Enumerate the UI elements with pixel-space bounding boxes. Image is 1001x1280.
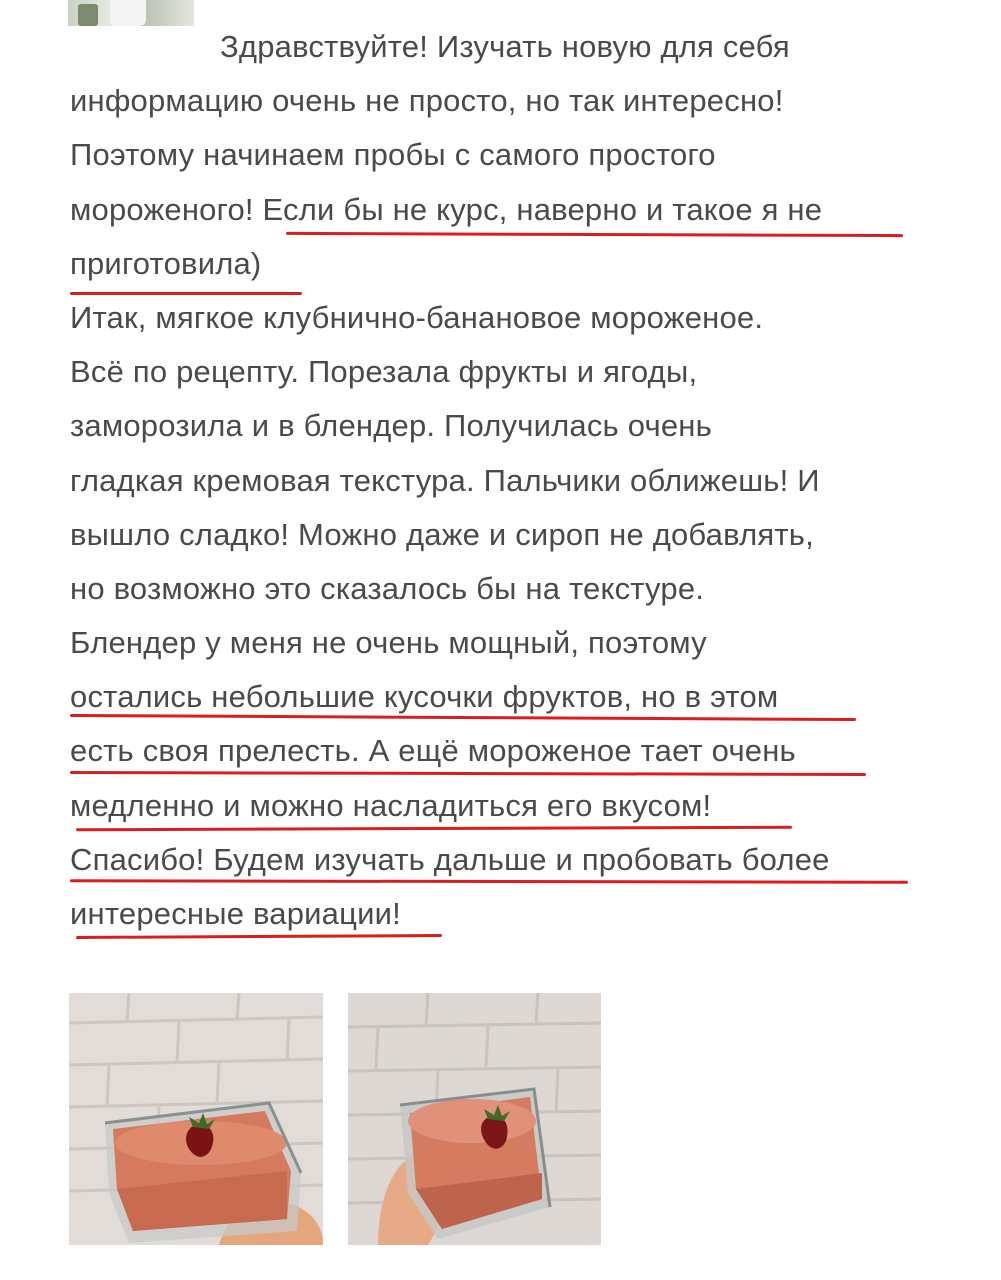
post-line: информацию очень не просто, но так интересно! [70, 83, 784, 119]
post-line: гладкая кремовая текстура. Пальчики оближешь! И [70, 462, 820, 498]
post-line: интересные вариации! [70, 896, 401, 931]
highlight-underline [70, 292, 302, 295]
post-line: приготовила) [70, 245, 262, 281]
post-line: Итак, мягкое клубнично-банановое мороженое. [70, 299, 764, 335]
post-line: но возможно это сказалось бы на текстуре. [70, 570, 705, 606]
ice-cream-photo[interactable] [348, 993, 601, 1245]
post-line: Здравствуйте! Изучать новую для себя [220, 29, 790, 64]
post-line: Спасибо! Будем изучать дальше и пробовать более [70, 841, 830, 877]
post-line: есть своя прелесть. А ещё мороженое тает очень [70, 733, 796, 769]
post-line: медленно и можно насладиться его вкусом! [70, 787, 712, 823]
ice-cream-photo[interactable] [69, 993, 323, 1245]
post-line: Всё по рецепту. Порезала фрукты и ягоды, [70, 354, 698, 390]
post-line: заморозила и в блендер. Получилась очень [70, 408, 712, 444]
post-body [70, 20, 920, 941]
post-line: вышло сладко! Можно даже и сироп не добавлять, [70, 516, 814, 552]
post-line: Поэтому начинаем пробы с самого простого [70, 137, 716, 173]
post-line: остались небольшие кусочки фруктов, но в этом [70, 679, 779, 715]
post-line: мороженого! Если бы не курс, наверно и такое я не [70, 191, 823, 227]
post-line: Блендер у меня не очень мощный, поэтому [70, 625, 707, 661]
